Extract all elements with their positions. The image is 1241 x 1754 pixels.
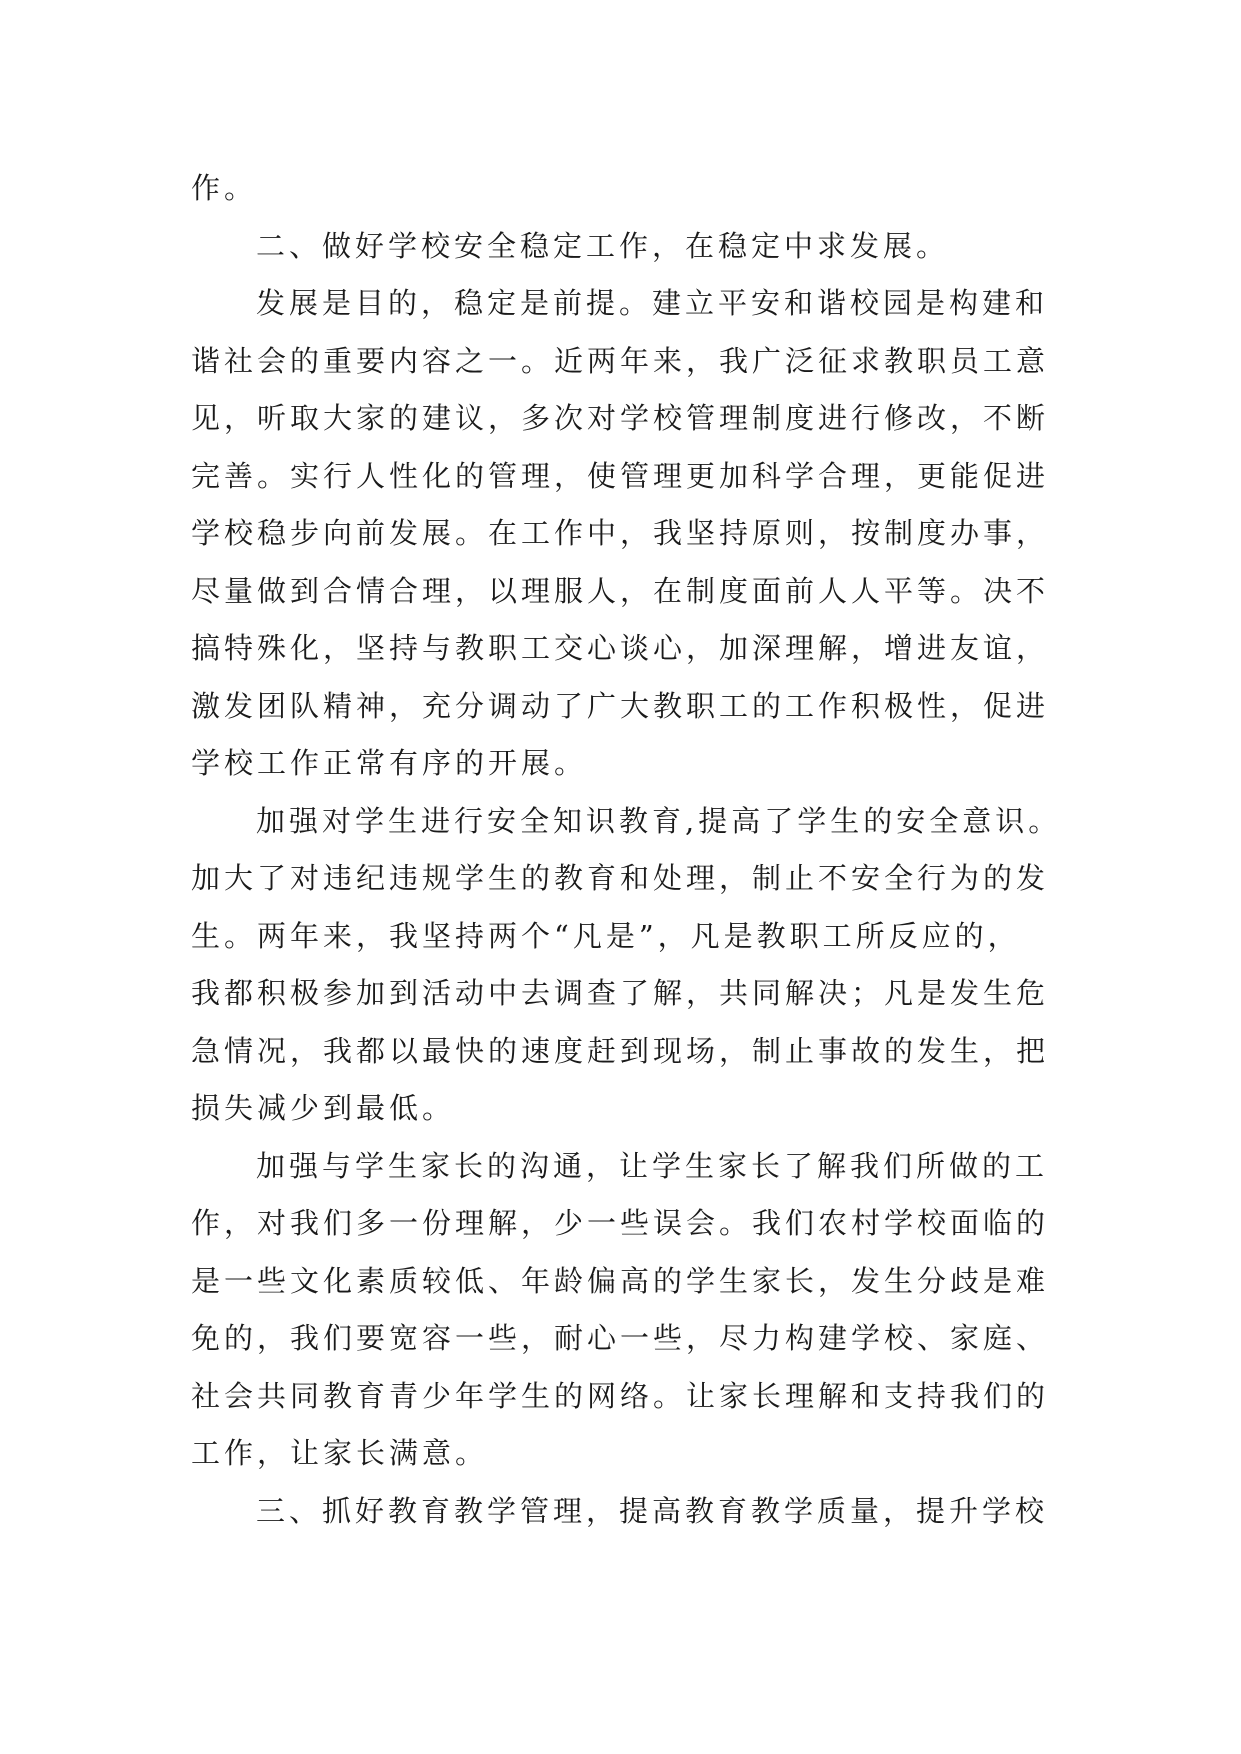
text-line: 尽量做到合情合理，以理服人，在制度面前人人平等。决不 [191,573,1050,608]
text-line: 作，对我们多一份理解，少一些误会。我们农村学校面临的 [191,1206,1050,1240]
text-line: 学校工作正常有序的开展。 [191,746,588,780]
text-line: 三、抓好教育教学管理，提高教育教学质量，提升学校 [256,1493,1049,1528]
text-line: 免的，我们要宽容一些，耐心一些，尽力构建学校、家庭、 [191,1321,1050,1355]
text-line: 发展是目的，稳定是前提。建立平安和谐校园是构建和 [256,286,1049,320]
text-line: 二、做好学校安全稳定工作，在稳定中求发展。 [256,228,950,263]
text-line: 谐社会的重要内容之一。近两年来，我广泛征求教职员工意 [191,343,1050,378]
text-line: 是一些文化素质较低、年龄偏高的学生家长，发生分歧是难 [191,1263,1050,1298]
document-body [191,160,1062,1540]
text-line: 激发团队精神，充分调动了广大教职工的工作积极性，促进 [191,688,1050,723]
text-line: 我都积极参加到活动中去调查了解，共同解决；凡是发生危 [191,976,1050,1010]
text-line: 损失减少到最低。 [191,1091,456,1125]
text-line: 生。两年来，我坚持两个“凡是”，凡是教职工所反应的， [191,918,1021,953]
text-line: 工作，让家长满意。 [191,1436,489,1470]
text-line: 急情况，我都以最快的速度赶到现场，制止事故的发生，把 [191,1033,1050,1068]
text-line: 完善。实行人性化的管理，使管理更加科学合理，更能促进 [191,458,1050,493]
text-line: 加强与学生家长的沟通，让学生家长了解我们所做的工 [256,1148,1049,1183]
text-line: 作。 [191,171,258,205]
text-line: 加强对学生进行安全知识教育,提高了学生的安全意识。 [256,803,1062,838]
text-line: 见，听取大家的建议，多次对学校管理制度进行修改，不断 [191,401,1050,435]
text-line: 社会共同教育青少年学生的网络。让家长理解和支持我们的 [191,1378,1050,1413]
text-line: 学校稳步向前发展。在工作中，我坚持原则，按制度办事， [191,516,1050,550]
text-line: 加大了对违纪违规学生的教育和处理，制止不安全行为的发 [191,861,1050,895]
text-line: 搞特殊化，坚持与教职工交心谈心，加深理解，增进友谊， [191,631,1050,665]
